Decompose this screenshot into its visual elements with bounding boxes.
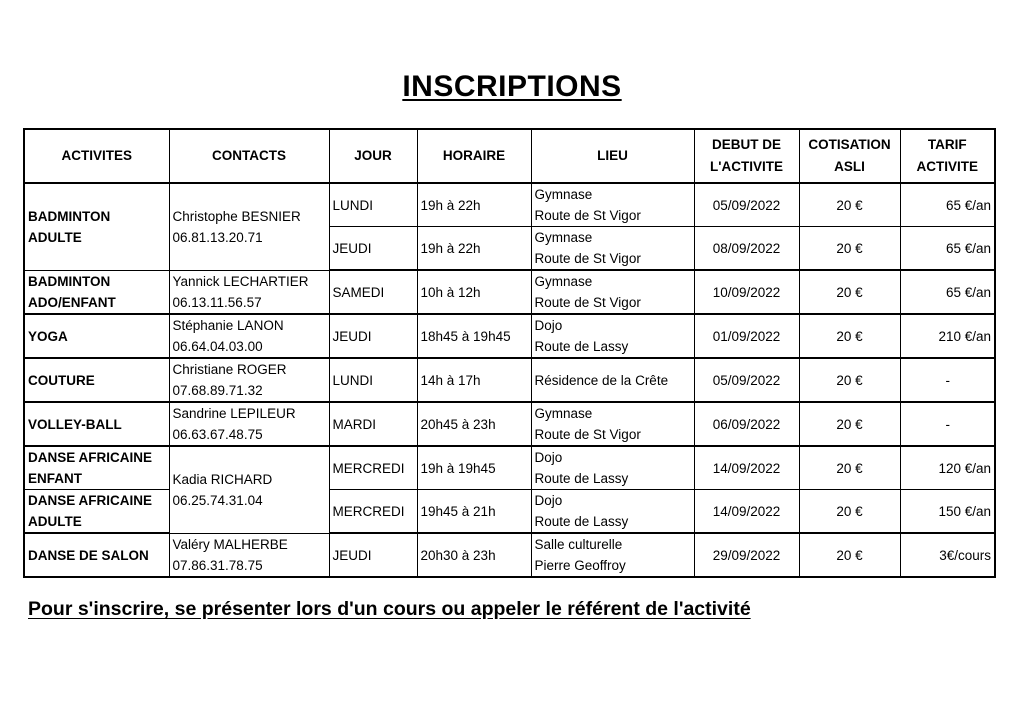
activity-name: VOLLEY-BALL [24,402,169,446]
session-horaire: 14h à 17h [417,358,531,402]
table-row [24,183,995,227]
activity-contact: Christophe BESNIER 06.81.13.20.71 [169,183,329,270]
session-cotisation: 20 € [799,183,900,227]
session-tarif: 65 €/an [900,183,995,227]
session-tarif: 65 €/an [900,270,995,314]
session-lieu: Résidence de la Crête [531,358,694,402]
session-cotisation: 20 € [799,490,900,534]
header-tarif: TARIF ACTIVITE [900,129,995,183]
session-cotisation: 20 € [799,446,900,490]
session-horaire: 19h à 22h [417,227,531,271]
session-lieu: Dojo Route de Lassy [531,446,694,490]
table-row [24,270,995,314]
table-row [24,314,995,358]
activity-contact: Yannick LECHARTIER 06.13.11.56.57 [169,270,329,314]
activity-name: DANSE AFRICAINE ENFANT [24,446,169,490]
session-jour: JEUDI [329,533,417,577]
session-debut: 14/09/2022 [694,490,799,534]
session-jour: MERCREDI [329,490,417,534]
session-jour: LUNDI [329,183,417,227]
session-debut: 29/09/2022 [694,533,799,577]
activity-contact: Stéphanie LANON 06.64.04.03.00 [169,314,329,358]
session-tarif: 120 €/an [900,446,995,490]
session-horaire: 20h30 à 23h [417,533,531,577]
session-tarif: 65 €/an [900,227,995,271]
session-horaire: 20h45 à 23h [417,402,531,446]
session-jour: SAMEDI [329,270,417,314]
table-row [24,446,995,490]
header-cotisation: COTISATION ASLI [799,129,900,183]
session-jour: MERCREDI [329,446,417,490]
activity-name: BADMINTON ADULTE [24,183,169,270]
session-lieu: Dojo Route de Lassy [531,314,694,358]
session-debut: 05/09/2022 [694,183,799,227]
session-lieu: Gymnase Route de St Vigor [531,402,694,446]
session-lieu: Gymnase Route de St Vigor [531,183,694,227]
session-jour: MARDI [329,402,417,446]
session-debut: 10/09/2022 [694,270,799,314]
session-lieu: Gymnase Route de St Vigor [531,270,694,314]
session-jour: JEUDI [329,314,417,358]
session-cotisation: 20 € [799,314,900,358]
session-cotisation: 20 € [799,227,900,271]
session-debut: 14/09/2022 [694,446,799,490]
session-cotisation: 20 € [799,270,900,314]
session-horaire: 10h à 12h [417,270,531,314]
header-jour: JOUR [329,129,417,183]
table-row [24,533,995,577]
session-debut: 06/09/2022 [694,402,799,446]
session-tarif: 3€/cours [900,533,995,577]
session-debut: 01/09/2022 [694,314,799,358]
table-row [24,358,995,402]
session-cotisation: 20 € [799,358,900,402]
activity-contact: Valéry MALHERBE 07.86.31.78.75 [169,533,329,577]
session-tarif: 150 €/an [900,490,995,534]
activity-name: DANSE DE SALON [24,533,169,577]
activity-name: BADMINTON ADO/ENFANT [24,270,169,314]
session-horaire: 19h à 22h [417,183,531,227]
header-row [24,129,995,183]
session-jour: LUNDI [329,358,417,402]
page-title: INSCRIPTIONS [402,70,622,103]
session-debut: 05/09/2022 [694,358,799,402]
inscriptions-table [23,128,996,578]
session-horaire: 19h45 à 21h [417,490,531,534]
activity-name: DANSE AFRICAINE ADULTE [24,490,169,534]
session-lieu: Dojo Route de Lassy [531,490,694,534]
header-debut: DEBUT DE L'ACTIVITE [694,129,799,183]
session-cotisation: 20 € [799,402,900,446]
session-debut: 08/09/2022 [694,227,799,271]
session-lieu: Gymnase Route de St Vigor [531,227,694,271]
session-jour: JEUDI [329,227,417,271]
header-lieu: LIEU [531,129,694,183]
session-tarif: 210 €/an [900,314,995,358]
session-lieu: Salle culturelle Pierre Geoffroy [531,533,694,577]
session-cotisation: 20 € [799,533,900,577]
header-horaire: HORAIRE [417,129,531,183]
session-horaire: 18h45 à 19h45 [417,314,531,358]
table-row [24,402,995,446]
activity-contact: Kadia RICHARD 06.25.74.31.04 [169,446,329,533]
session-tarif: - [900,358,995,402]
header-contacts: CONTACTS [169,129,329,183]
activity-contact: Christiane ROGER 07.68.89.71.32 [169,358,329,402]
header-activites: ACTIVITES [24,129,169,183]
registration-note: Pour s'inscrire, se présenter lors d'un cours ou appeler le référent de l'activité [28,598,751,620]
activity-name: COUTURE [24,358,169,402]
activity-name: YOGA [24,314,169,358]
session-horaire: 19h à 19h45 [417,446,531,490]
activity-contact: Sandrine LEPILEUR 06.63.67.48.75 [169,402,329,446]
session-tarif: - [900,402,995,446]
